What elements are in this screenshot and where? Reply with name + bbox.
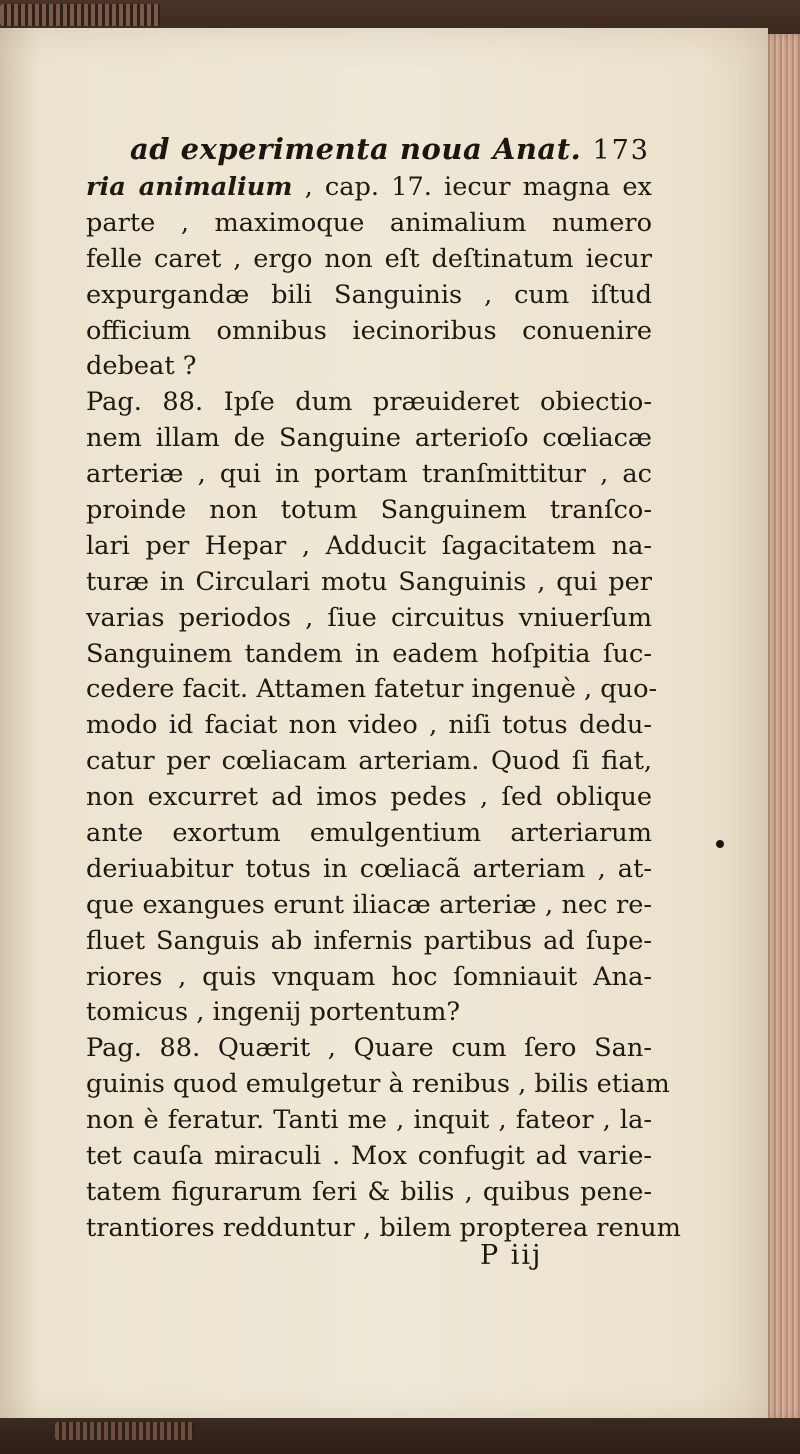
ink-spot: [716, 840, 724, 848]
text-line: parte , maximoque animalium numero: [86, 207, 652, 238]
text-line: que exangues erunt iliacæ arteriæ , nec re-: [86, 889, 652, 920]
text-line: tomicus , ingenij portentum?: [86, 997, 461, 1028]
text-line: felle caret , ergo non eſt deſtinatum iecur: [86, 243, 652, 274]
text-line: Pag. 88. Ipſe dum præuideret obiectio-: [86, 387, 652, 418]
roman-run: , cap. 17. iecur magna ex: [292, 172, 652, 202]
italic-run: ria animalium: [86, 172, 293, 202]
page-number: 173: [592, 135, 650, 166]
text-line: nem illam de Sanguine arterioſo cœliacæ: [86, 423, 652, 454]
text-line: riores , quis vnquam hoc ſomniauit Ana-: [86, 961, 652, 992]
text-line: tet cauſa miraculi . Mox confugit ad varie-: [86, 1141, 652, 1172]
text-line: varias periodos , ſiue circuitus vniuerſum: [86, 602, 652, 633]
text-line: tatem figurarum ſeri & bilis , quibus pene-: [86, 1176, 652, 1207]
text-line: trantiores redduntur , bilem propterea renum: [86, 1212, 681, 1243]
text-line: modo id faciat non video , niſi totus dedu-: [86, 710, 652, 741]
text-line: expurgandæ bili Sanguinis , cum iſtud: [86, 279, 652, 310]
text-line: cedere facit. Attamen fatetur ingenuè , quo-: [86, 674, 658, 705]
text-line: lari per Hepar , Adducit ſagacitatem na-: [86, 530, 652, 561]
text-line: turæ in Circulari motu Sanguinis , qui per: [86, 566, 652, 597]
text-line: debeat ?: [86, 351, 197, 382]
text-line: deriuabitur totus in cœliacã arteriam , at-: [86, 853, 652, 884]
text-line: [86, 170, 652, 206]
binding-thread-bottom: [55, 1422, 195, 1440]
text-line: Pag. 88. Quærit , Quare cum ſero San-: [86, 1033, 652, 1064]
running-title: ad experimenta noua Anat.: [130, 132, 582, 166]
text-line: catur per cœliacam arteriam. Quod ſi fiat,: [86, 746, 652, 777]
binding-bottom: [0, 1418, 800, 1454]
text-line: officium omnibus iecinoribus conuenire: [86, 315, 652, 346]
text-line: proinde non totum Sanguinem tranſco-: [86, 495, 652, 526]
text-line: arteriæ , qui in portam tranſmittitur , ac: [86, 459, 652, 490]
text-line: Sanguinem tandem in eadem hoſpitia ſuc-: [86, 638, 652, 669]
text-line: non excurret ad imos pedes , ſed oblique: [86, 782, 652, 813]
text-line: non è feratur. Tanti me , inquit , fateor , la-: [86, 1105, 652, 1136]
text-line: guinis quod emulgetur à renibus , bilis etiam: [86, 1069, 670, 1100]
running-head: [130, 132, 650, 172]
text-line: ante exortum emulgentium arteriarum: [86, 818, 652, 849]
binding-thread: [0, 4, 160, 26]
signature-mark: P iij: [480, 1240, 543, 1271]
body-text: [86, 170, 681, 1247]
text-line: fluet Sanguis ab infernis partibus ad ſupe-: [86, 925, 652, 956]
